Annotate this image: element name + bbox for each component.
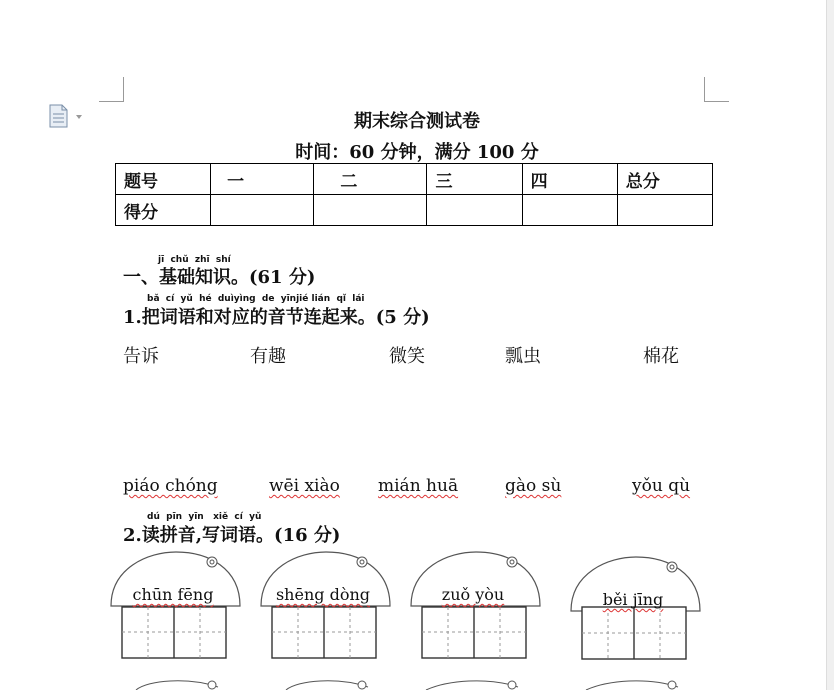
table-cell: 二 bbox=[314, 164, 427, 195]
page-subtitle: 时间：60 分钟，满分 100 分 bbox=[295, 142, 539, 163]
table-cell: 四 bbox=[522, 164, 617, 195]
table-cell bbox=[314, 195, 427, 226]
score-table bbox=[115, 163, 713, 226]
word: 有趣 bbox=[250, 346, 286, 367]
table-cell bbox=[211, 195, 314, 226]
word: 微笑 bbox=[389, 346, 425, 367]
next-row-mushrooms bbox=[108, 675, 738, 690]
pinyin-label: zuǒ yòu bbox=[441, 585, 505, 604]
table-cell bbox=[522, 195, 617, 226]
word: 棉花 bbox=[643, 346, 679, 367]
pinyin-option: yǒu qù bbox=[632, 476, 691, 496]
pinyin-option: mián huā bbox=[378, 476, 459, 496]
question-heading: 1.把词语和对应的音节连起来。(5 分) bbox=[123, 307, 430, 328]
table-row bbox=[116, 195, 713, 226]
section-heading: 一、基础知识。(61 分) bbox=[123, 267, 316, 288]
pinyin-label: běi jīng bbox=[602, 590, 664, 609]
page-title: 期末综合测试卷 bbox=[354, 111, 480, 132]
ruby-annotation: jī chǔ zhī shí bbox=[158, 255, 231, 265]
mushroom-writing-box bbox=[108, 550, 243, 660]
mushroom-writing-box bbox=[408, 550, 543, 660]
pinyin-option: wēi xiào bbox=[269, 476, 340, 496]
crop-mark-right bbox=[704, 77, 729, 102]
table-cell: 三 bbox=[427, 164, 522, 195]
word: 告诉 bbox=[123, 346, 159, 367]
question-heading: 2.读拼音,写词语。(16 分) bbox=[123, 525, 341, 546]
table-cell: 得分 bbox=[116, 195, 211, 226]
table-cell: 题号 bbox=[116, 164, 211, 195]
pinyin-label: shēng dòng bbox=[275, 585, 371, 604]
ruby-annotation: dú pīn yīn xiě cí yǔ bbox=[147, 512, 262, 522]
mushroom-writing-box bbox=[568, 555, 703, 665]
table-row bbox=[116, 164, 713, 195]
crop-mark-left bbox=[99, 77, 124, 102]
pinyin-option: gào sù bbox=[505, 476, 562, 496]
pinyin-label: chūn fēng bbox=[132, 585, 214, 604]
mushroom-writing-box bbox=[258, 550, 393, 660]
word: 瓢虫 bbox=[505, 346, 541, 367]
ruby-annotation: bǎ cí yǔ hé duìyìng de yīnjié lián qǐ lái bbox=[147, 294, 365, 304]
table-cell bbox=[617, 195, 712, 226]
table-cell bbox=[427, 195, 522, 226]
table-cell: 总分 bbox=[617, 164, 712, 195]
vertical-scrollbar[interactable] bbox=[826, 0, 834, 690]
table-cell: 一 bbox=[211, 164, 314, 195]
pinyin-option: piáo chóng bbox=[123, 476, 218, 496]
